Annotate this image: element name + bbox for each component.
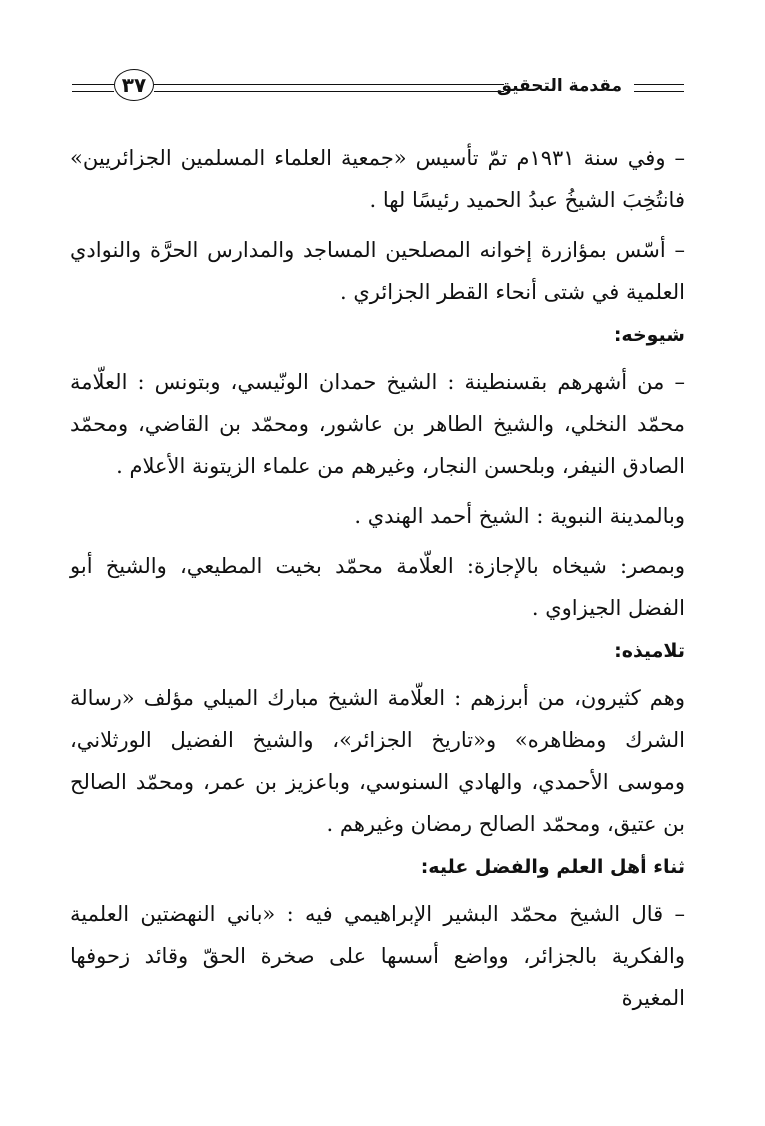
section-title: مقدمة التحقيق xyxy=(496,76,622,96)
page-body xyxy=(70,137,685,1027)
header-rule-middle xyxy=(154,84,504,92)
paragraph-egypt-teachers: وبمصر: شيخاه بالإجازة: العلّامة محمّد بخيت المطيعي، والشيخ أبو الفضل الجيزاوي . xyxy=(70,554,685,620)
page-number: ٣٧ xyxy=(114,69,154,101)
heading-praise: ثناء أهل العلم والفضل عليه: xyxy=(420,856,685,878)
header-rule-right xyxy=(634,84,684,92)
heading-students: تلاميذه: xyxy=(614,640,685,662)
page-header xyxy=(72,62,684,110)
paragraph-medina-teacher: وبالمدينة النبوية : الشيخ أحمد الهندي . xyxy=(354,504,685,528)
paragraph-schools-founding: – أسّس بمؤازرة إخوانه المصلحين المساجد والمدارس الحرَّة والنوادي العلمية في شتى أنحاء القطر الجزائري . xyxy=(70,238,685,304)
paragraph-ibrahimi-quote: – قال الشيخ محمّد البشير الإبراهيمي فيه : «باني النهضتين العلمية والفكرية بالجزائر، وواضع أسسها على صخرة الحقّ وقائد زحوفها المغيرة xyxy=(70,902,685,1010)
header-rule-left xyxy=(72,84,114,92)
paragraph-association-founding: – وفي سنة ١٩٣١م تمّ تأسيس «جمعية العلماء المسلمين الجزائريين» فانتُخِبَ الشيخُ عبدُ الحميد رئيسًا لها . xyxy=(70,146,685,212)
paragraph-students-list: وهم كثيرون، من أبرزهم : العلّامة الشيخ مبارك الميلي مؤلف «رسالة الشرك ومظاهره» و«تاريخ الجزائر»، والشيخ الفضيل الورثلاني، وموسى الأحمدي، والهادي السنوسي، وباعزيز بن عمر، ومحمّد الصالح بن عتيق، ومحمّد الصالح رمضان وغيرهم . xyxy=(70,686,685,836)
heading-teachers: شيوخه: xyxy=(613,324,685,346)
paragraph-teachers-list: – من أشهرهم بقسنطينة : الشيخ حمدان الونّيسي، وبتونس : العلّامة محمّد النخلي، والشيخ الطاهر بن عاشور، ومحمّد بن القاضي، ومحمّد الصادق النيفر، وبلحسن النجار، وغيرهم من علماء الزيتونة الأعلام . xyxy=(70,370,685,478)
